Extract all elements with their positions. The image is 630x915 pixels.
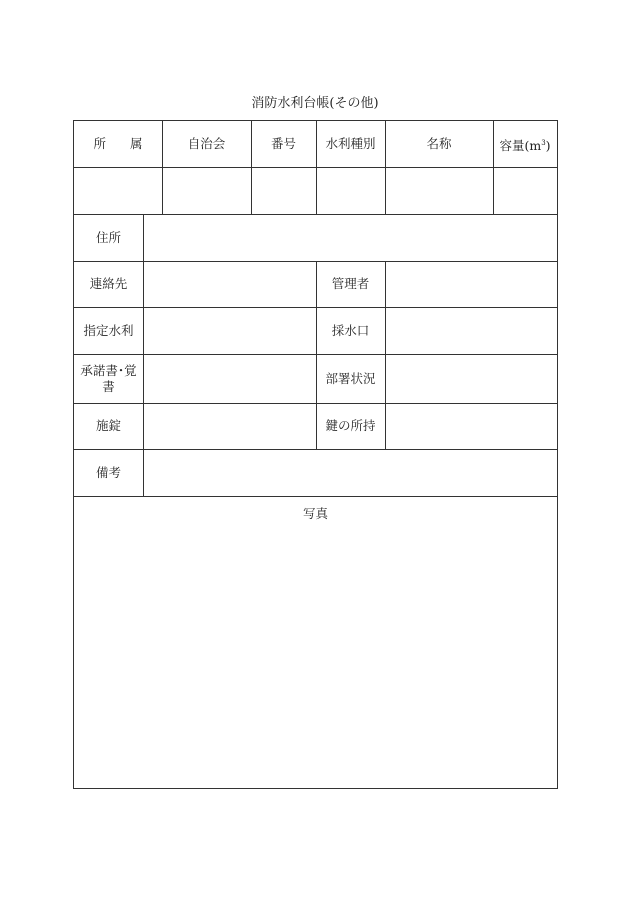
- header-shozoku-char1: 所: [93, 136, 106, 151]
- document-title: 消防水利台帳(その他): [251, 96, 379, 111]
- label-kagi-shoji: 鍵の所持: [325, 418, 376, 433]
- label-renrakusaki: 連絡先: [89, 276, 128, 291]
- row-divider: [74, 449, 557, 450]
- header-suiri-shubetsu: 水利種別: [325, 136, 376, 151]
- photo-area: [74, 496, 557, 788]
- row-divider: [74, 214, 557, 215]
- header-bango: 番号: [270, 136, 296, 151]
- label-sejo: 施錠: [95, 418, 121, 433]
- header-yoryo-sup: 3: [541, 138, 546, 147]
- label-jusho: 住所: [95, 229, 121, 245]
- col-divider: [143, 214, 144, 496]
- label-busho-jokyo: 部署状況: [325, 370, 376, 386]
- header-shozoku: [74, 121, 162, 167]
- header-meisho: 名称: [426, 136, 452, 151]
- header-jichikai: 自治会: [187, 136, 226, 151]
- header-yoryo: [493, 121, 557, 167]
- label-kanrisha: 管理者: [331, 276, 370, 291]
- header-shozoku-char2: 属: [130, 136, 143, 151]
- col-divider: [385, 261, 386, 449]
- label-shodakusho: [74, 354, 143, 403]
- label-shodakusho-line2: 書: [102, 378, 115, 394]
- label-shitei-suiri: 指定水利: [83, 322, 134, 338]
- label-saisuiguchi: 採水口: [331, 322, 370, 338]
- label-shodakusho-line1: 承諾書･覚: [80, 362, 137, 378]
- header-yoryo-suffix: ): [545, 137, 551, 153]
- water-source-ledger-table: [73, 120, 558, 789]
- label-biko: 備考: [95, 464, 121, 480]
- label-shashin: 写真: [302, 506, 328, 521]
- header-yoryo-prefix: 容量(m: [499, 137, 542, 153]
